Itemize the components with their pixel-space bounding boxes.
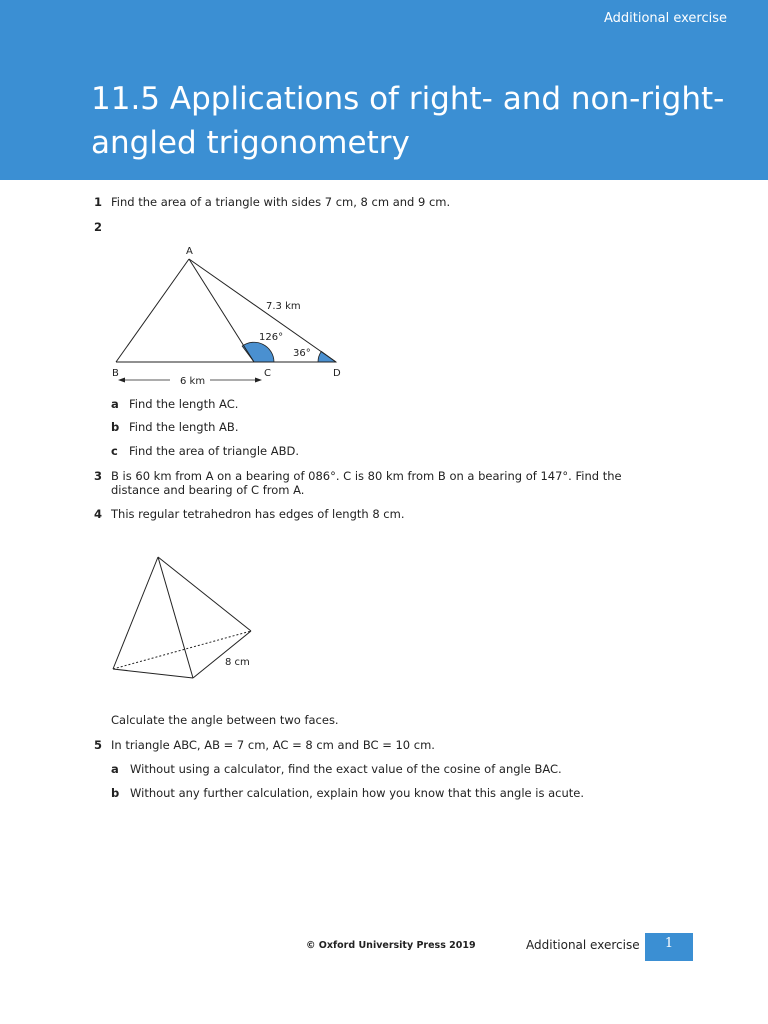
side-ac: [189, 259, 254, 362]
page-number: 1: [645, 933, 693, 961]
edge-apex-front: [158, 557, 193, 678]
question-text: Find the area of a triangle with sides 7 cm, 8 cm and 9 cm.: [111, 195, 451, 209]
question-text: B is 60 km from A on a bearing of 086°. C is 80 km from B on a bearing of 147°. Find the distance and bearing of C from A.: [111, 469, 622, 497]
question-number: 2: [94, 220, 103, 234]
side-ab: [116, 259, 189, 362]
followup-text: Calculate the angle between two faces.: [111, 713, 339, 727]
edge-apex-left: [113, 557, 158, 669]
tetrahedron-figure: [100, 545, 270, 690]
header-tag: Additional exercise: [603, 11, 727, 26]
vertex-d-label: D: [333, 368, 341, 379]
part-text: Without any further calculation, explain how you know that this angle is acute.: [130, 786, 585, 800]
question-text: In triangle ABC, AB = 7 cm, AC = 8 cm and BC = 10 cm.: [111, 738, 435, 752]
part-text: Find the area of triangle ABD.: [129, 444, 300, 458]
page-title: 11.5 Applications of right- and non-right-angled trigonometry: [91, 81, 725, 161]
edge-base-front-left: [113, 669, 193, 678]
angle-acd-sector: [242, 342, 274, 362]
vertex-a-label: A: [186, 246, 193, 257]
part-label: c: [111, 444, 118, 458]
side-ad-label: 7.3 km: [266, 301, 301, 312]
triangle-figure: [100, 240, 360, 390]
side-bc-label: 6 km: [180, 376, 206, 387]
arrow-left-icon: [118, 378, 125, 383]
question-text: This regular tetrahedron has edges of length 8 cm.: [111, 507, 405, 521]
question-number: 5: [94, 738, 103, 752]
part-label: b: [111, 786, 120, 800]
arrow-right-icon: [255, 378, 262, 383]
part-label: b: [111, 420, 120, 434]
edge-base-front-right: [193, 631, 251, 678]
footer-copyright: © Oxford University Press 2019: [306, 940, 476, 951]
question-number: 4: [94, 507, 103, 521]
footer-label: Additional exercise: [526, 938, 640, 952]
question-number: 3: [94, 469, 103, 483]
angle-acd-label: 126°: [259, 332, 284, 343]
vertex-b-label: B: [112, 368, 119, 379]
edge-apex-right: [158, 557, 251, 631]
part-label: a: [111, 762, 119, 776]
part-text: Without using a calculator, find the exact value of the cosine of angle BAC.: [130, 762, 562, 776]
header-banner: [0, 0, 768, 180]
part-label: a: [111, 397, 119, 411]
angle-d-label: 36°: [293, 348, 311, 359]
question-number: 1: [94, 195, 103, 209]
vertex-c-label: C: [264, 368, 271, 379]
part-text: Find the length AC.: [129, 397, 239, 411]
edge-length-label: 8 cm: [225, 657, 250, 668]
part-text: Find the length AB.: [129, 420, 239, 434]
